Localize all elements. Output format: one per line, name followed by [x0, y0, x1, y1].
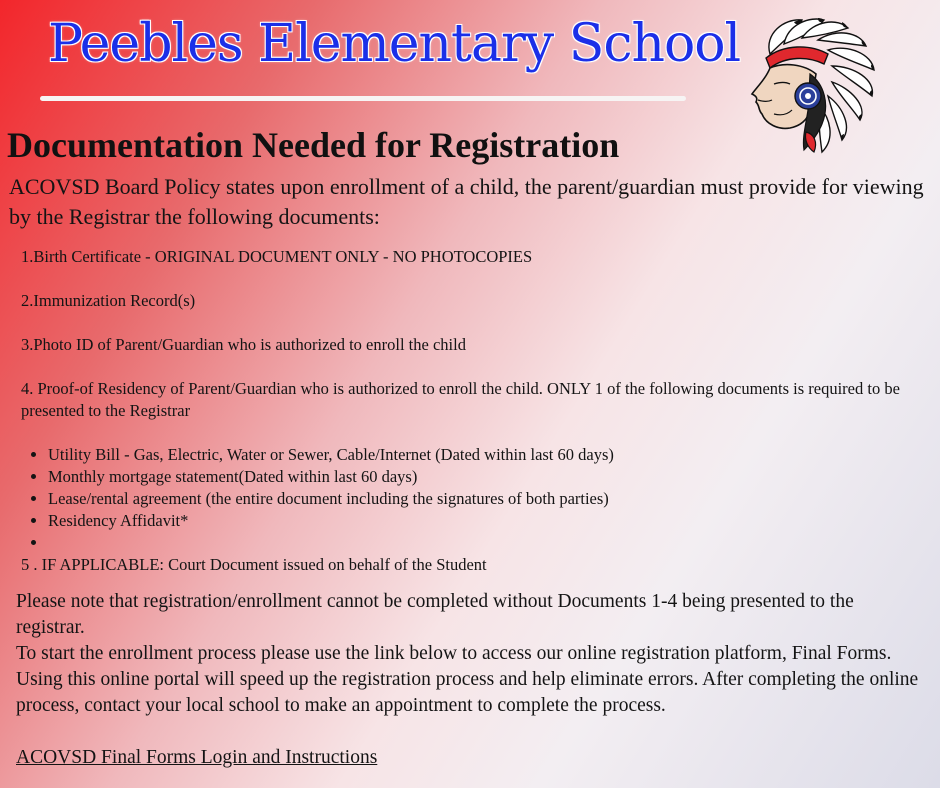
residency-document-item: • Residency Affidavit* — [48, 510, 926, 532]
document-item: 1.Birth Certificate - ORIGINAL DOCUMENT ONLY - NO PHOTOCOPIES — [21, 247, 533, 266]
required-documents-list — [21, 246, 926, 576]
residency-document-item: • Lease/rental agreement (the entire document including the signatures of both parties) — [48, 488, 926, 510]
final-forms-link[interactable]: ACOVSD Final Forms Login and Instructions — [16, 747, 378, 768]
document-item: 2.Immunization Record(s) — [21, 291, 196, 310]
residency-document-item: • Monthly mortgage statement(Dated within last 60 days) — [48, 466, 926, 488]
instructions-text: To start the enrollment process please use the link below to access our online registration platform, Final Forms. Using this online portal will speed up the registration process and help eliminate errors. After completing the online process, contact your local school to make an appointment to complete the process. — [16, 643, 919, 716]
document-item: 5 . IF APPLICABLE: Court Document issued on behalf of the Student — [21, 555, 487, 574]
note-text: Please note that registration/enrollment cannot be completed without Documents 1-4 being presented to the registrar. — [16, 591, 854, 638]
indian-headdress-mascot-icon — [744, 14, 890, 156]
title-underline — [40, 96, 686, 101]
document-item: 3.Photo ID of Parent/Guardian who is authorized to enroll the child — [21, 335, 466, 354]
school-title: Peebles Elementary School — [48, 14, 741, 74]
residency-document-item: • Utility Bill - Gas, Electric, Water or Sewer, Cable/Internet (Dated within last 60 days) — [48, 444, 926, 466]
intro-text: ACOVSD Board Policy states upon enrollment of a child, the parent/guardian must provide for viewing by the Registrar the following documents: — [9, 174, 924, 229]
residency-documents-list — [21, 444, 926, 554]
residency-document-item — [48, 532, 926, 554]
page-heading: Documentation Needed for Registration — [7, 125, 620, 165]
document-item: 4. Proof-of Residency of Parent/Guardian who is authorized to enroll the child. ONLY 1 of the following documents is required to be presented to the Registrar — [21, 379, 900, 420]
registration-note — [16, 589, 926, 719]
